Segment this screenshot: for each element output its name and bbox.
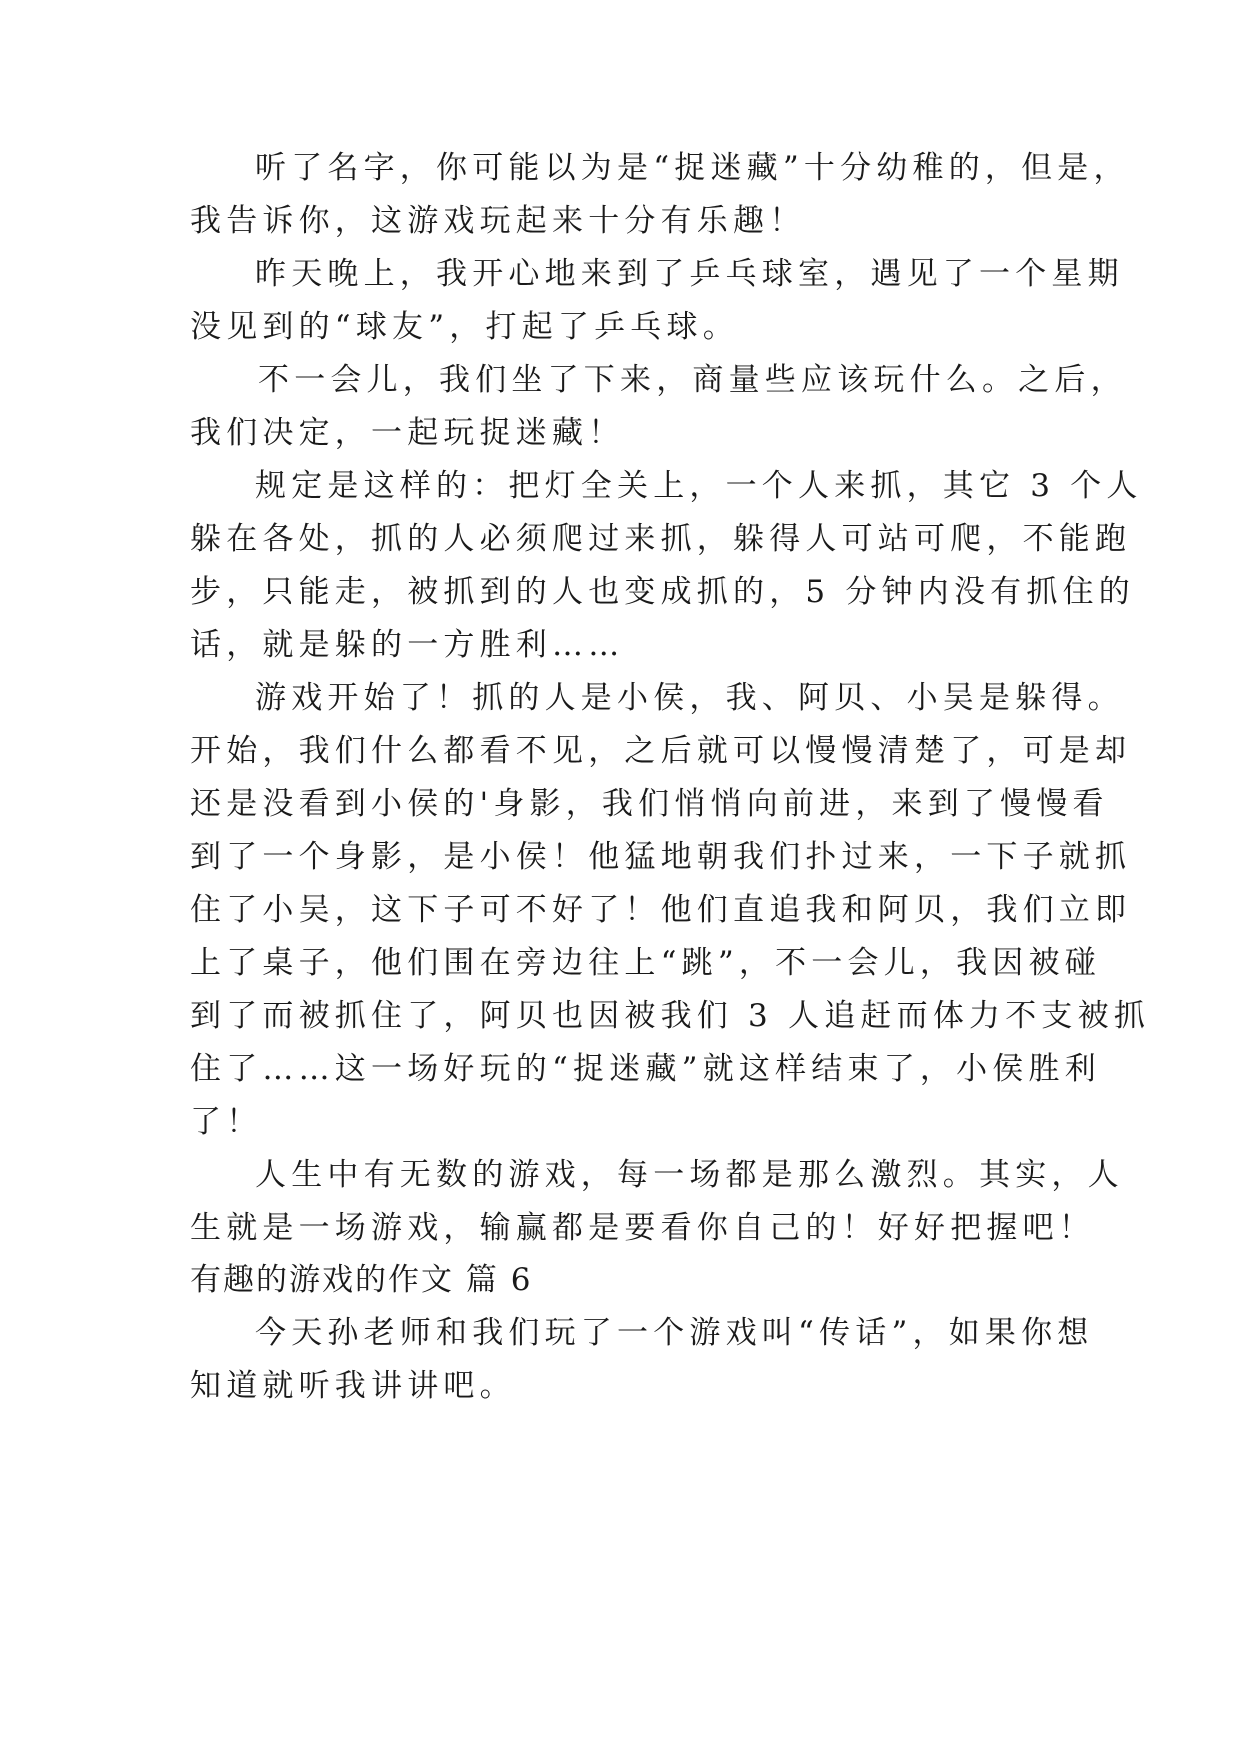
paragraph-5-line-3: 还是没看到小侯的'身影，我们悄悄向前进，来到了慢慢看 — [190, 786, 1109, 822]
paragraph-4-line-1: 规定是这样的：把灯全关上，一个人来抓，其它 3 个人 — [255, 468, 1143, 504]
paragraph-4-line-4: 话，就是躲的一方胜利…… — [190, 627, 625, 663]
paragraph-7-line-2: 知道就听我讲讲吧。 — [190, 1368, 516, 1404]
paragraph-5-line-6: 上了桌子，他们围在旁边往上“跳”，不一会儿，我因被碰 — [190, 945, 1101, 981]
paragraph-2-line-2: 没见到的“球友”，打起了乒乓球。 — [190, 309, 739, 345]
paragraph-6-line-1: 人生中有无数的游戏，每一场都是那么激烈。其实，人 — [255, 1157, 1124, 1193]
paragraph-7-line-1: 今天孙老师和我们玩了一个游戏叫“传话”，如果你想 — [255, 1315, 1094, 1351]
paragraph-3-line-2: 我们决定，一起玩捉迷藏！ — [190, 415, 625, 451]
paragraph-4-line-3: 步，只能走，被抓到的人也变成抓的，5 分钟内没有抓住的 — [190, 574, 1135, 610]
paragraph-5-line-1: 游戏开始了！抓的人是小侯，我、阿贝、小吴是躲得。 — [255, 680, 1124, 716]
paragraph-5-line-2: 开始，我们什么都看不见，之后就可以慢慢清楚了，可是却 — [190, 733, 1132, 769]
paragraph-6-line-2: 生就是一场游戏，输赢都是要看你自己的！好好把握吧！ — [190, 1210, 1095, 1246]
paragraph-4-line-2: 躲在各处，抓的人必须爬过来抓，躲得人可站可爬，不能跑 — [190, 521, 1132, 557]
paragraph-2-line-1: 昨天晚上，我开心地来到了乒乓球室，遇见了一个星期 — [255, 256, 1124, 292]
paragraph-5-line-9: 了！ — [190, 1104, 263, 1140]
paragraph-1-line-2: 我告诉你，这游戏玩起来十分有乐趣！ — [190, 203, 806, 239]
paragraph-1-line-1: 听了名字，你可能以为是“捉迷藏”十分幼稚的，但是， — [255, 150, 1130, 186]
paragraph-5-line-7: 到了而被抓住了，阿贝也因被我们 3 人追赶而体力不支被抓 — [190, 998, 1151, 1034]
paragraph-5-line-8: 住了……这一场好玩的“捉迷藏”就这样结束了，小侯胜利 — [190, 1051, 1101, 1087]
paragraph-5-line-4: 到了一个身影，是小侯！他猛地朝我们扑过来，一下子就抓 — [190, 839, 1132, 875]
paragraph-3-line-1: 不一会儿，我们坐了下来，商量些应该玩什么。之后， — [258, 362, 1127, 398]
section-heading: 有趣的游戏的作文 篇 6 — [190, 1262, 533, 1298]
paragraph-5-line-5: 住了小吴，这下子可不好了！他们直追我和阿贝，我们立即 — [190, 892, 1132, 928]
